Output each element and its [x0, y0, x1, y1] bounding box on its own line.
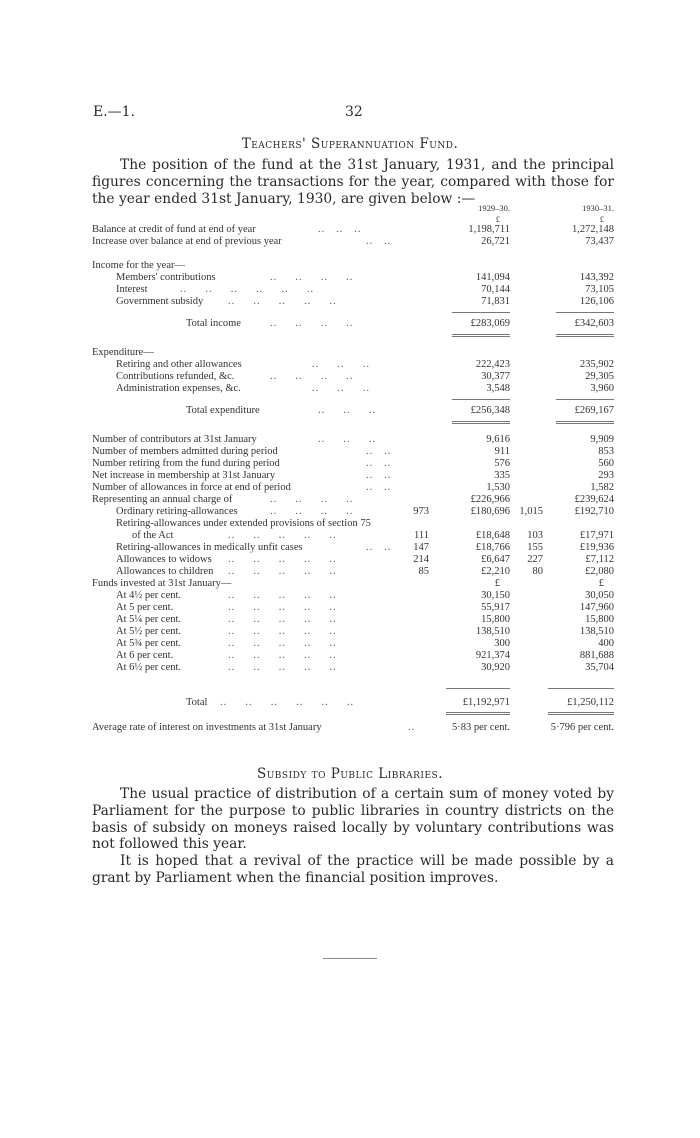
double-rule: [452, 334, 510, 337]
table-row: Contributions refunded, &c. .. .. .. .. 30,377 29,305: [116, 371, 614, 382]
table-row: Balance at credit of fund at end of year .. .. .. 1,198,711 1,272,148: [92, 224, 614, 235]
table-row: At 5¼ per cent. .. .. .. .. .. 15,800 15,800: [116, 614, 614, 625]
rule: [452, 312, 510, 313]
column-1930-31: 1930–31.: [582, 203, 614, 213]
table-row: Number of contributors at 31st January .. .. .. 9,616 9,909: [92, 434, 614, 445]
table-row: Expenditure—: [92, 347, 154, 358]
table-row: Net increase in membership at 31st January .. .. 335 293: [92, 470, 614, 481]
intro-text: The position of the fund at the 31st January, 1931, and the principal figures concerning the transactions for the year, compared with those for the year ended 31st January, 1930, are given below :—: [92, 157, 614, 207]
table-row-average-rate: Average rate of interest on investments at 31st January .. 5·83 per cent. 5·796 per cent.: [92, 722, 614, 733]
rule: [452, 399, 510, 400]
rule: [556, 399, 614, 400]
double-rule: [556, 334, 614, 337]
page-number: 32: [345, 104, 363, 120]
table-row: of the Act .. .. .. .. .. 111 £18,648 103 £17,971: [132, 530, 614, 541]
rule: [446, 688, 510, 689]
table-row: Allowances to children .. .. .. .. .. 85 £2,210 80 £2,080: [116, 566, 614, 577]
table-row: Number of members admitted during period .. .. 911 853: [92, 446, 614, 457]
table-row: Government subsidy .. .. .. .. .. 71,831 126,106: [116, 296, 614, 307]
table-row: Funds invested at 31st January— £ £: [92, 578, 604, 589]
column-1-unit: £: [495, 214, 500, 224]
libraries-paragraph-2: It is hoped that a revival of the practice will be made possible by a grant by Parliament when the financial position improves.: [92, 853, 614, 886]
double-rule: [548, 712, 614, 715]
rule: [548, 688, 614, 689]
column-2-unit: £: [599, 214, 604, 224]
double-rule: [452, 421, 510, 424]
table-row: Number of allowances in force at end of period .. .. 1,530 1,582: [92, 482, 614, 493]
table-row: Administration expenses, &c. .. .. .. 3,548 3,960: [116, 383, 614, 394]
column-1929-30: 1929–30.: [478, 203, 510, 213]
table-row: At 5¾ per cent. .. .. .. .. .. 300 400: [116, 638, 614, 649]
table-row: At 5½ per cent. .. .. .. .. .. 138,510 138,510: [116, 626, 614, 637]
table-row-total-income: Total income .. .. .. .. £283,069 £342,603: [186, 318, 614, 329]
table-row-total-expenditure: Total expenditure .. .. .. £256,348 £269,167: [186, 405, 614, 416]
section-title-superannuation: Teachers' Superannuation Fund.: [241, 136, 459, 152]
table-row: Retiring-allowances under extended provisions of section 75: [116, 518, 371, 529]
table-row: Interest .. .. .. .. .. .. 70,144 73,105: [116, 284, 614, 295]
section-title-libraries: Subsidy to Public Libraries.: [256, 766, 444, 782]
libraries-paragraph-1: The usual practice of distribution of a certain sum of money voted by Parliament for the purpose to public libraries in country districts on the basis of subsidy on moneys raised locally by voluntary contributions was not followed this year.: [92, 786, 614, 853]
table-row: Income for the year—: [92, 260, 185, 271]
intro-paragraph: [92, 157, 614, 207]
table-row: At 6 per cent. .. .. .. .. .. 921,374 881,688: [116, 650, 614, 661]
libraries-paragraphs: [92, 786, 614, 887]
table-row: Retiring and other allowances .. .. .. 222,423 235,902: [116, 359, 614, 370]
end-rule: [323, 958, 377, 959]
table-row: Ordinary retiring-allowances .. .. .. .. 973 £180,696 1,015 £192,710: [116, 506, 614, 517]
page-reference: E.—1.: [93, 104, 136, 120]
table-row: Increase over balance at end of previous year .. .. 26,721 73,437: [92, 236, 614, 247]
table-row: Number retiring from the fund during period .. .. 576 560: [92, 458, 614, 469]
table-row: Retiring-allowances in medically unfit cases .. .. 147 £18,766 155 £19,936: [116, 542, 614, 553]
table-row-total: Total .. .. .. .. .. .. £1,192,971 £1,250,112: [186, 697, 614, 708]
table-row: At 5 per cent. .. .. .. .. .. 55,917 147,960: [116, 602, 614, 613]
table-row: At 6½ per cent. .. .. .. .. .. 30,920 35,704: [116, 662, 614, 673]
table-row: Allowances to widows .. .. .. .. .. 214 £6,647 227 £7,112: [116, 554, 614, 565]
double-rule: [446, 712, 510, 715]
table-row: Members' contributions .. .. .. .. 141,094 143,392: [116, 272, 614, 283]
double-rule: [556, 421, 614, 424]
table-row: Representing an annual charge of .. .. .. .. £226,966 £239,624: [92, 494, 614, 505]
rule: [556, 312, 614, 313]
table-row: At 4½ per cent. .. .. .. .. .. 30,150 30,050: [116, 590, 614, 601]
